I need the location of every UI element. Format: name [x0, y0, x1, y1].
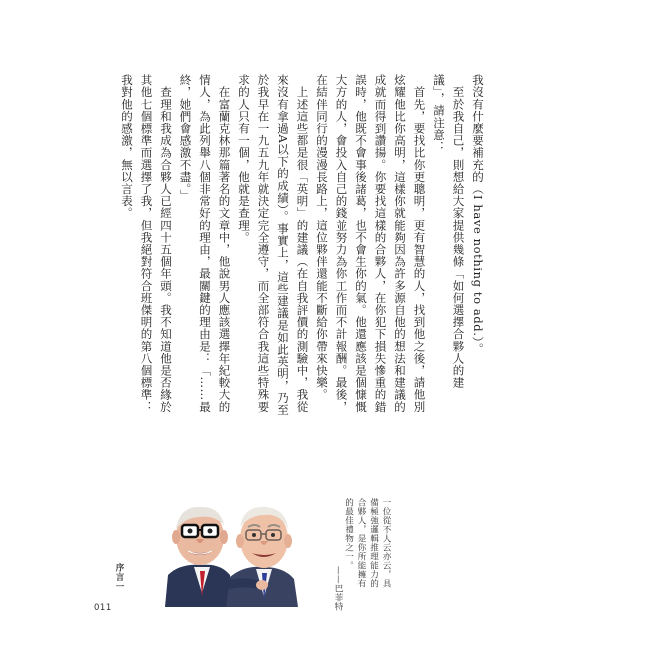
main-body-text — [117, 74, 488, 419]
paragraph-3: 首先，要找比你更聰明，更有智慧的人，找到他之後，請他別炫耀他比你高明，這樣你就能夠因為許多源自他的想法和建議的成就而得到讚揚。你要找這樣的合夥人，在你犯下損失慘重的錯誤時，他既不會事後諸葛，也不會生你的氣。他還應該是個慷慨大方的人，會投入自己的錢並努力為你工作而不計報酬。最後，在結伴同行的漫漫長路上，這位夥伴還能不斷給你帶來快樂。 — [315, 74, 427, 413]
paragraph-6: 查理和我成為合夥人已經四十五個年頭。我不知道他是否緣於其他七個標準而選擇了我，但我絕對符合班傑明的第八個標準：我對他的感激，無以言表。 — [120, 74, 173, 413]
quote-attribution: ——巴菲特 — [333, 566, 343, 611]
left-figure — [165, 507, 232, 607]
right-figure — [226, 507, 298, 607]
paragraph-1: 我沒有什麼要補充的（I have nothing to add.）。 — [471, 74, 485, 355]
paragraph-4: 上述這些都是很「英明」的建議（在自我評價的測驗中，我從來沒有拿過A以下的成績）。事實上，這些建議是如此英明，乃至於我早在一九五九年就決定完全遵守，而全部符合我這些特殊要求的人只有一個，他就是查理。 — [237, 74, 310, 416]
paragraph-2: 至於我自己，則想給大家提供幾條「如何選擇合夥人的建議」，請注意： — [432, 74, 466, 389]
page-number: 011 — [94, 603, 112, 613]
caricature-illustration — [160, 497, 300, 607]
running-head: 序言一 — [114, 563, 124, 592]
paragraph-5: 在富蘭克林那篇著名的文章中，他說男人應該選擇年紀較大的情人，為此列舉八個非常好的理由，最關鍵的理由是：「……最終，她們會感激不盡。」 — [178, 74, 232, 413]
sidebar-quote — [342, 498, 392, 588]
quote-text: 一位從不人云亦云，具備極強邏輯推理能力的合夥人，是你所能擁有的最佳禮物之一。 — [343, 498, 391, 588]
